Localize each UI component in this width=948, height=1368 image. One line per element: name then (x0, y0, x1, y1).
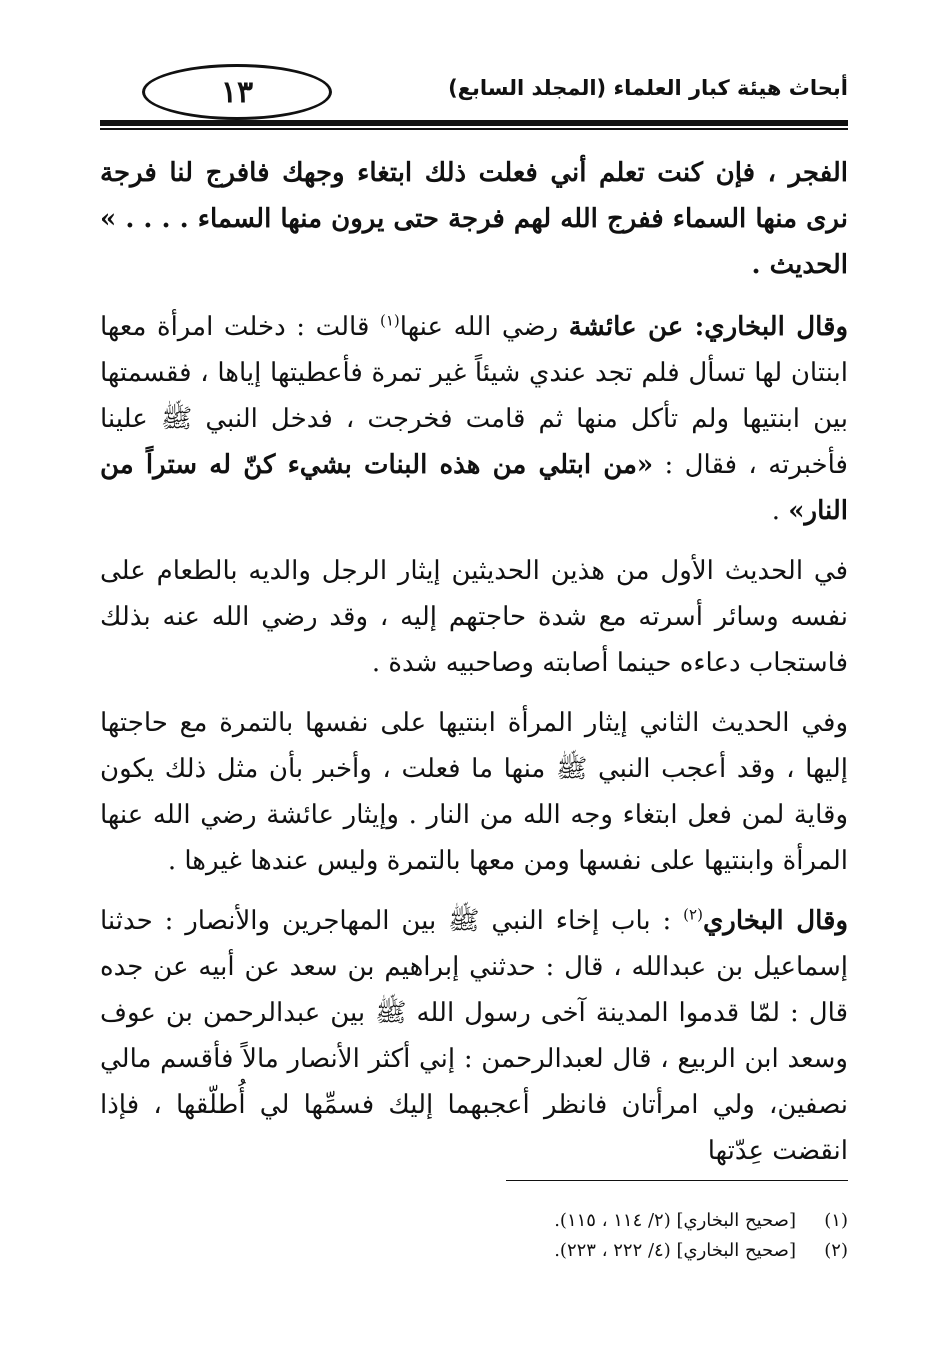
paragraph-2-end: . (771, 496, 789, 526)
footnote-2-number: (٢) (824, 1240, 848, 1261)
paragraph-3: في الحديث الأول من هذين الحديثين إيثار الرجل والديه بالطعام على نفسه وسائر أسرته مع شدة حاجتهم إليه ، وقد رضي الله عنه بذلك فاستجاب دعاءه حينما أصابته وصاحبيه شدة . (100, 556, 848, 678)
paragraph-2-text-a: رضي الله عنها (399, 312, 569, 342)
footnote-separator (506, 1180, 848, 1181)
paragraph-2-quote: «من ابتلي من هذه البنات بشيء كنّ له ستراً من النار» (100, 450, 848, 526)
header-rule-thick (100, 120, 848, 126)
paragraph-5-text: : باب إخاء النبي ﷺ بين المهاجرين والأنصار : حدثنا إسماعيل بن عبدالله ، قال : حدثني إبراهيم بن سعد عن أبيه عن جده قال : لمّا قدموا المدينة آخى رسول الله ﷺ بين عبدالرحمن بن عوف وسعد ابن الربيع ، قال لعبدالرحمن : إني أكثر الأنصار مالاً فأقسم مالي نصفين، ولي امرأتان فانظر أعجبهما إليك فسمِّها لي أُطلّقها ، فإذا انقضت عِدّتها (100, 906, 848, 1166)
footnote-1-text: [صحيح البخاري] (٢/ ١١٤ ، ١١٥). (554, 1210, 796, 1231)
footnote-1 (100, 1206, 848, 1236)
paragraph-2-text-b: قالت : دخلت امرأة معها ابنتان لها تسأل فلم تجد عندي شيئاً غير تمرة فأعطيتها إياها ، فقسمتها بين ابنتيها ولم تأكل منها ثم قامت فخرجت ، فدخل النبي ﷺ علينا فأخبرته ، فقال : (100, 312, 848, 480)
running-title: أبحاث هيئة كبار العلماء (المجلد السابع) (448, 76, 848, 100)
paragraph-1: الفجر ، فإن كنت تعلم أني فعلت ذلك ابتغاء وجهك فافرج لنا فرجة نرى منها السماء ففرج الله لهم فرجة حتى يرون منها السماء . . . . » الحديث . (100, 158, 848, 280)
page-header (100, 64, 848, 134)
paragraph-2 (100, 304, 848, 534)
paragraph-5 (100, 898, 848, 1174)
footnote-ref-1[interactable]: (١) (379, 311, 400, 330)
paragraph-4: وفي الحديث الثاني إيثار المرأة ابنتيها على نفسها بالتمرة مع حاجتها إليها ، وقد أعجب النبي ﷺ منها ما فعلت ، وأخبر بأن مثل ذلك يكون وقاية لمن فعل ابتغاء وجه الله من النار . وإيثار عائشة رضي الله عنها المرأة وابنتيها على نفسها ومن معها بالتمرة وليس عندها غيرها . (100, 708, 848, 876)
page-number: ١٣ (142, 64, 332, 120)
footnote-2-text: [صحيح البخاري] (٤/ ٢٢٢ ، ٢٢٣). (554, 1240, 796, 1261)
footnote-ref-2[interactable]: (٢) (683, 905, 703, 924)
header-rule-thin (100, 128, 848, 130)
paragraph-5-lead: وقال البخاري (702, 906, 849, 936)
body-text (100, 150, 848, 1188)
footnote-1-number: (١) (824, 1210, 848, 1231)
footnotes (100, 1206, 848, 1266)
paragraph-2-lead: وقال البخاري: عن عائشة (568, 312, 848, 342)
footnote-2 (100, 1236, 848, 1266)
